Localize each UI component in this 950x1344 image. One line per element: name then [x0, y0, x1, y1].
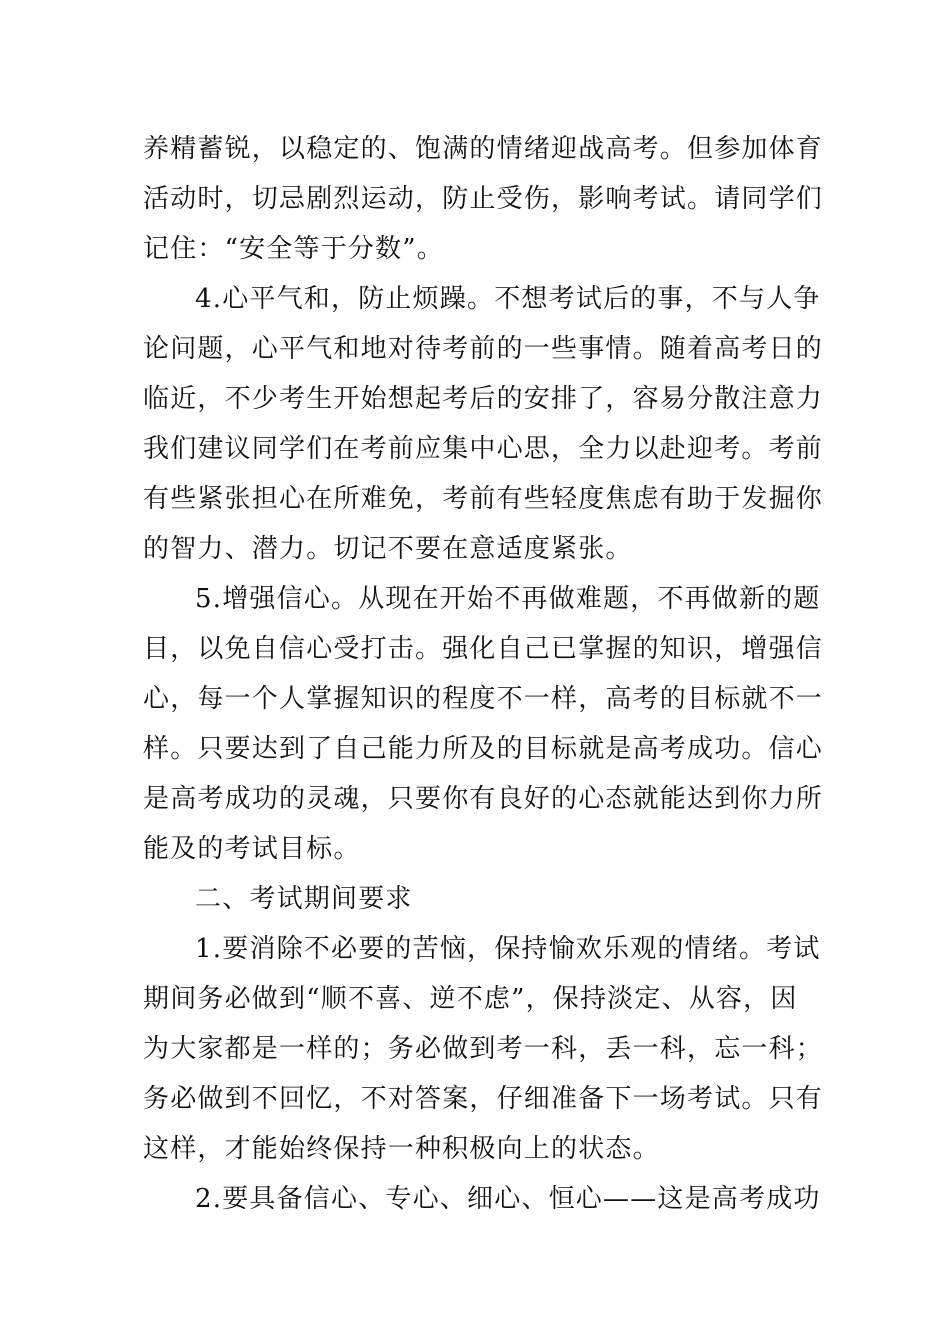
- text-line: 能及的考试目标。: [143, 834, 361, 864]
- document-body: [143, 124, 823, 1224]
- section-heading-text: 二、考试期间要求: [195, 884, 413, 914]
- text-line: 有些紧张担心在所难免，考前有些轻度焦虑有助于发掘你: [143, 484, 824, 514]
- section-heading-exam-period: [143, 874, 823, 924]
- text-line: 养精蓄锐，以稳定的、饱满的情绪迎战高考。但参加体育: [143, 134, 824, 164]
- paragraph-sports-safety: [143, 124, 823, 274]
- text-line: 期间务必做到“顺不喜、逆不虑”，保持淡定、从容，因: [143, 984, 798, 1014]
- text-line: 1.要消除不必要的苦恼，保持愉欢乐观的情绪。考试: [195, 934, 821, 964]
- text-line: 4.心平气和，防止烦躁。不想考试后的事，不与人争: [195, 284, 821, 314]
- paragraph-exam-item-1: [143, 924, 823, 1174]
- text-line: 论问题，心平气和地对待考前的一些事情。随着高考日的: [143, 334, 824, 364]
- text-line: 记住：“安全等于分数”。: [143, 234, 444, 264]
- text-line: 样。只要达到了自己能力所及的目标就是高考成功。信心: [143, 734, 824, 764]
- text-line: 这样，才能始终保持一种积极向上的状态。: [143, 1134, 660, 1164]
- text-line: 心，每一个人掌握知识的程度不一样，高考的目标就不一: [143, 684, 824, 714]
- paragraph-exam-item-2: [143, 1174, 823, 1224]
- text-line: 5.增强信心。从现在开始不再做难题，不再做新的题: [195, 584, 821, 614]
- paragraph-item-4-calm: [143, 274, 823, 574]
- text-line: 的智力、潜力。切记不要在意适度紧张。: [143, 534, 633, 564]
- text-line: 务必做到不回忆，不对答案，仔细准备下一场考试。只有: [143, 1084, 824, 1114]
- text-line: 是高考成功的灵魂，只要你有良好的心态就能达到你力所: [143, 784, 824, 814]
- text-line: 我们建议同学们在考前应集中心思，全力以赴迎考。考前: [143, 434, 824, 464]
- paragraph-item-5-confidence: [143, 574, 823, 874]
- text-line: 临近，不少考生开始想起考后的安排了，容易分散注意力: [143, 384, 824, 414]
- text-line: 2.要具备信心、专心、细心、恒心——这是高考成功: [195, 1184, 821, 1214]
- text-line: 活动时，切忌剧烈运动，防止受伤，影响考试。请同学们: [143, 184, 824, 214]
- text-line: 目，以免自信心受打击。强化自己已掌握的知识，增强信: [143, 634, 824, 664]
- text-line: 为大家都是一样的；务必做到考一科，丢一科，忘一科；: [143, 1034, 824, 1064]
